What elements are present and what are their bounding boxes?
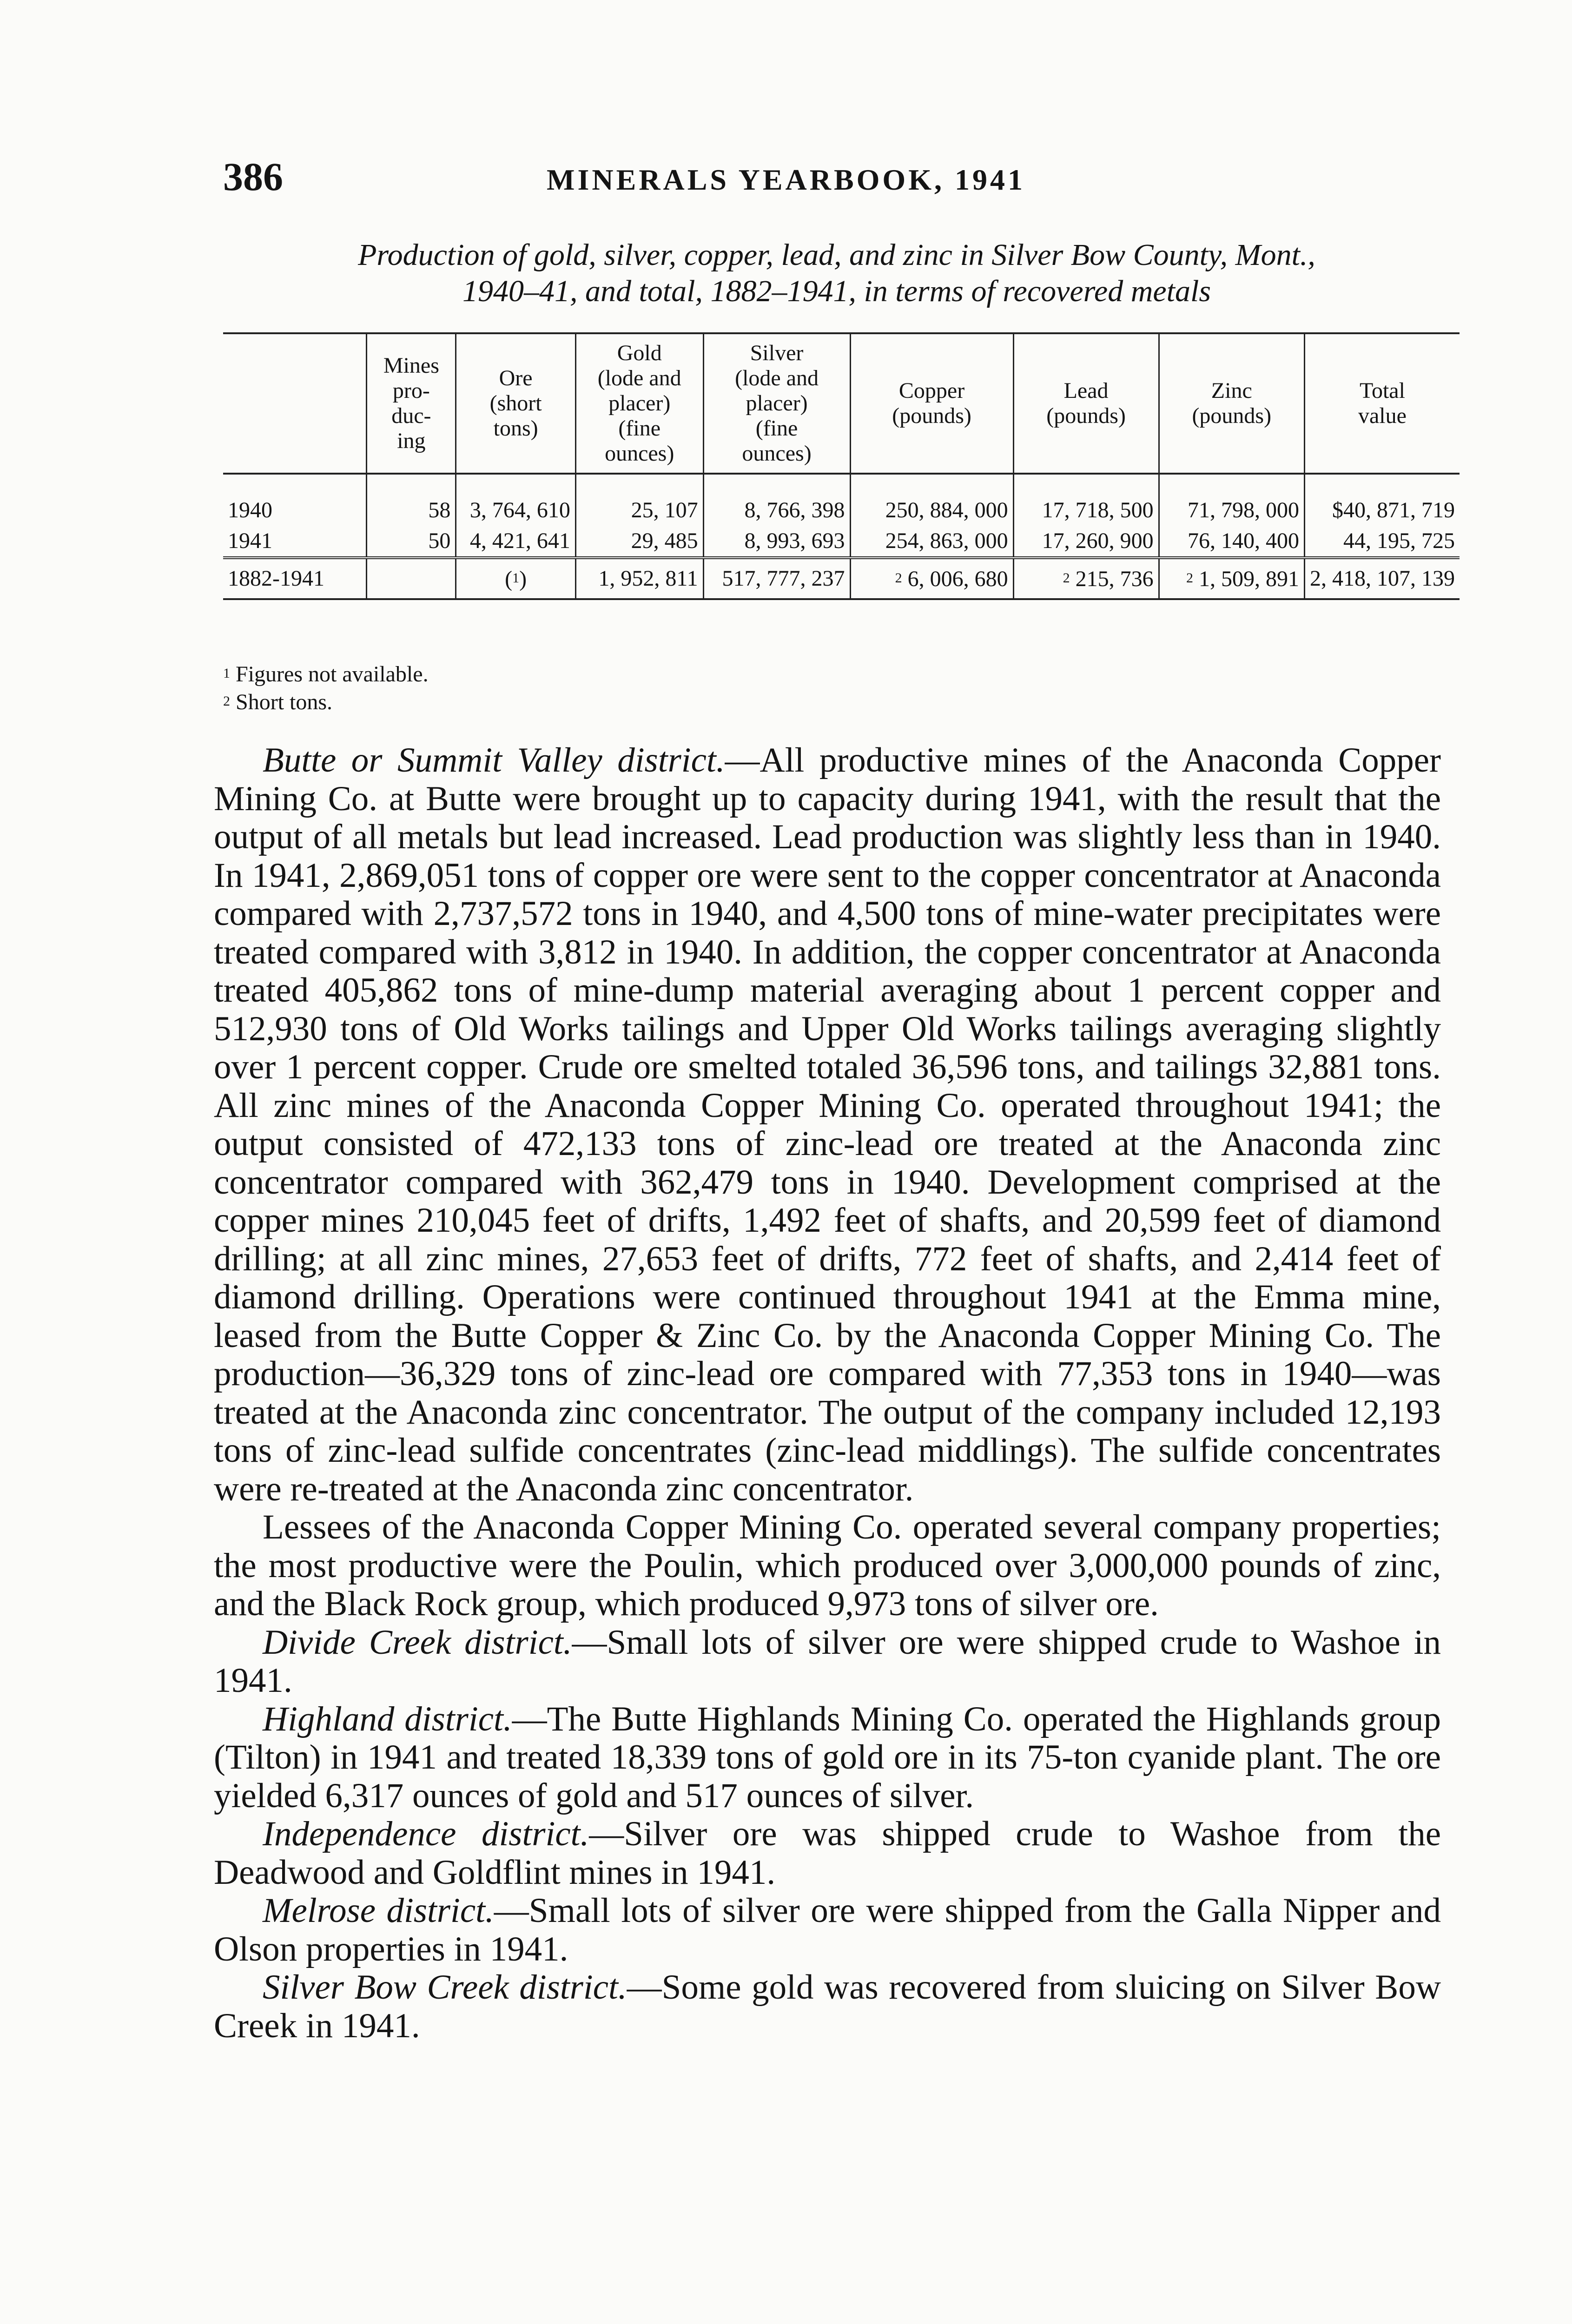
page-number: 386 [223, 154, 283, 199]
col-header-silver: Silver (lode and placer) (fine ounces) [703, 333, 850, 474]
cell-zinc: 71, 798, 000 [1159, 474, 1304, 526]
cell-gold: 1, 952, 811 [575, 558, 703, 599]
cell-lead: $^2$ 215, 736 [1013, 558, 1159, 599]
cell-year: 1882-1941 [228, 566, 324, 591]
col-header-gold: Gold (lode and placer) (fine ounces) [575, 333, 703, 474]
cell-copper: 254, 863, 000 [850, 526, 1013, 558]
cell-total: 2, 418, 107, 139 [1304, 558, 1460, 599]
col-header-zinc: Zinc (pounds) [1159, 333, 1304, 474]
footnote: $^2$ Short tons. [223, 690, 333, 714]
cell-ore: ($^1$) [456, 558, 575, 599]
col-header-copper: Copper (pounds) [850, 333, 1013, 474]
footnote: $^1$ Figures not available. [223, 662, 429, 687]
cell-silver: 517, 777, 237 [703, 558, 850, 599]
cell-total: 44, 195, 725 [1304, 526, 1460, 558]
cell-ore: 3, 764, 610 [456, 474, 575, 526]
cell-copper: 250, 884, 000 [850, 474, 1013, 526]
table-header-row [223, 333, 1460, 474]
cell-total: $40, 871, 719 [1304, 474, 1460, 526]
district-heading: Highland district. [263, 1699, 512, 1738]
cell-year: 1941 [228, 528, 272, 553]
district-heading: Melrose district. [263, 1891, 494, 1930]
cell-silver: 8, 993, 693 [703, 526, 850, 558]
cell-mines [367, 558, 456, 599]
table-row [223, 526, 1460, 558]
col-header-year [223, 333, 367, 474]
cell-zinc: $^2$ 1, 509, 891 [1159, 558, 1304, 599]
cell-mines: 58 [367, 474, 456, 526]
table-caption-line: Production of gold, silver, copper, lead, and zinc in Silver Bow County, Mont., [358, 238, 1315, 272]
table-total-row [223, 558, 1460, 599]
cell-year: 1940 [228, 498, 272, 522]
cell-lead: 17, 718, 500 [1013, 474, 1159, 526]
col-header-total: Total value [1304, 333, 1460, 474]
cell-zinc: 76, 140, 400 [1159, 526, 1304, 558]
cell-gold: 29, 485 [575, 526, 703, 558]
table-footnotes [223, 660, 429, 716]
table-caption [223, 237, 1450, 310]
cell-silver: 8, 766, 398 [703, 474, 850, 526]
paragraph-lessees: Lessees of the Anaconda Copper Mining Co. operated several company properties; the most productive were the Poulin, which produced over 3,000,000 pounds of zinc, and the Black Rock group, which produced 9,973 tons of silver ore. [214, 1508, 1441, 1623]
cell-ore: 4, 421, 641 [456, 526, 575, 558]
footnote-ref: 2 [895, 570, 902, 586]
running-title: MINERALS YEARBOOK, 1941 [547, 163, 1025, 196]
col-header-lead: Lead (pounds) [1013, 333, 1159, 474]
production-table [223, 332, 1460, 600]
footnote-ref: 1 [512, 570, 520, 586]
col-header-mines: Mines pro- duc- ing [367, 333, 456, 474]
footnote-ref: 2 [1063, 570, 1070, 586]
paragraph-highland: Highland district.—The Butte Highlands Mining Co. operated the Highlands group (Tilton) in 1941 and treated 18,339 tons of gold ore in its 75-ton cyanide plant. The ore yielded 6,317 ounces of gold and 517 ounces of silver. [214, 1699, 1441, 1815]
paragraph-divide-creek: Divide Creek district.—Small lots of silver ore were shipped crude to Washoe in 1941. [214, 1623, 1441, 1700]
cell-gold: 25, 107 [575, 474, 703, 526]
col-header-ore: Ore (short tons) [456, 333, 575, 474]
body-text [214, 741, 1441, 2045]
footnote-ref: 2 [1186, 570, 1193, 586]
cell-mines: 50 [367, 526, 456, 558]
cell-copper: $^2$ 6, 006, 680 [850, 558, 1013, 599]
district-heading: Independence district. [263, 1815, 589, 1853]
table-row [223, 474, 1460, 526]
paragraph-melrose: Melrose district.—Small lots of silver ore were shipped from the Galla Nipper and Olson properties in 1941. [214, 1891, 1441, 1968]
paragraph-silver-bow-creek: Silver Bow Creek district.—Some gold was recovered from sluicing on Silver Bow Creek in 1941. [214, 1968, 1441, 2045]
district-heading: Silver Bow Creek district. [263, 1968, 627, 2007]
cell-lead: 17, 260, 900 [1013, 526, 1159, 558]
district-heading: Divide Creek district. [263, 1623, 572, 1662]
district-heading: Butte or Summit Valley district. [263, 741, 725, 779]
paragraph-independence: Independence district.—Silver ore was shipped crude to Washoe from the Deadwood and Goldflint mines in 1941. [214, 1815, 1441, 1892]
paragraph-butte: Butte or Summit Valley district.—All productive mines of the Anaconda Copper Mining Co. at Butte were brought up to capacity during 1941, with the result that the output of all metals but lead increased. Lead production was slightly less than in 1940. In 1941, 2,869,051 tons of copper ore were sent to the copper concentrator at Anaconda compared with 2,737,572 tons in 1940, and 4,500 tons of mine-water precipitates were treated compared with 3,812 in 1940. In addition, the copper concentrator at Anaconda treated 405,862 tons of mine-dump material averaging about 1 percent copper and 512,930 tons of Old Works tailings and Upper Old Works tailings averaging slightly over 1 percent copper. Crude ore smelted totaled 36,596 tons, and tailings 32,881 tons. All zinc mines of the Anaconda Copper Mining Co. operated throughout 1941; the output consisted of 472,133 tons of zinc-lead ore treated at the Anaconda zinc concentrator compared with 362,479 tons in 1940. Development comprised at the copper mines 210,045 feet of drifts, 1,492 feet of shafts, and 20,599 feet of diamond drilling; at all zinc mines, 27,653 feet of drifts, 772 feet of shafts, and 2,414 feet of diamond drilling. Operations were continued throughout 1941 at the Emma mine, leased from the Butte Copper & Zinc Co. by the Anaconda Copper Mining Co. The production—36,329 tons of zinc-lead ore compared with 77,353 tons in 1940—was treated at the Anaconda zinc concentrator. The output of the company included 12,193 tons of zinc-lead sulfide concentrates (zinc-lead middlings). The sulfide concentrates were re-treated at the Anaconda zinc concentrator. [214, 741, 1441, 1508]
table-caption-line: 1940–41, and total, 1882–1941, in terms of recovered metals [462, 274, 1211, 308]
